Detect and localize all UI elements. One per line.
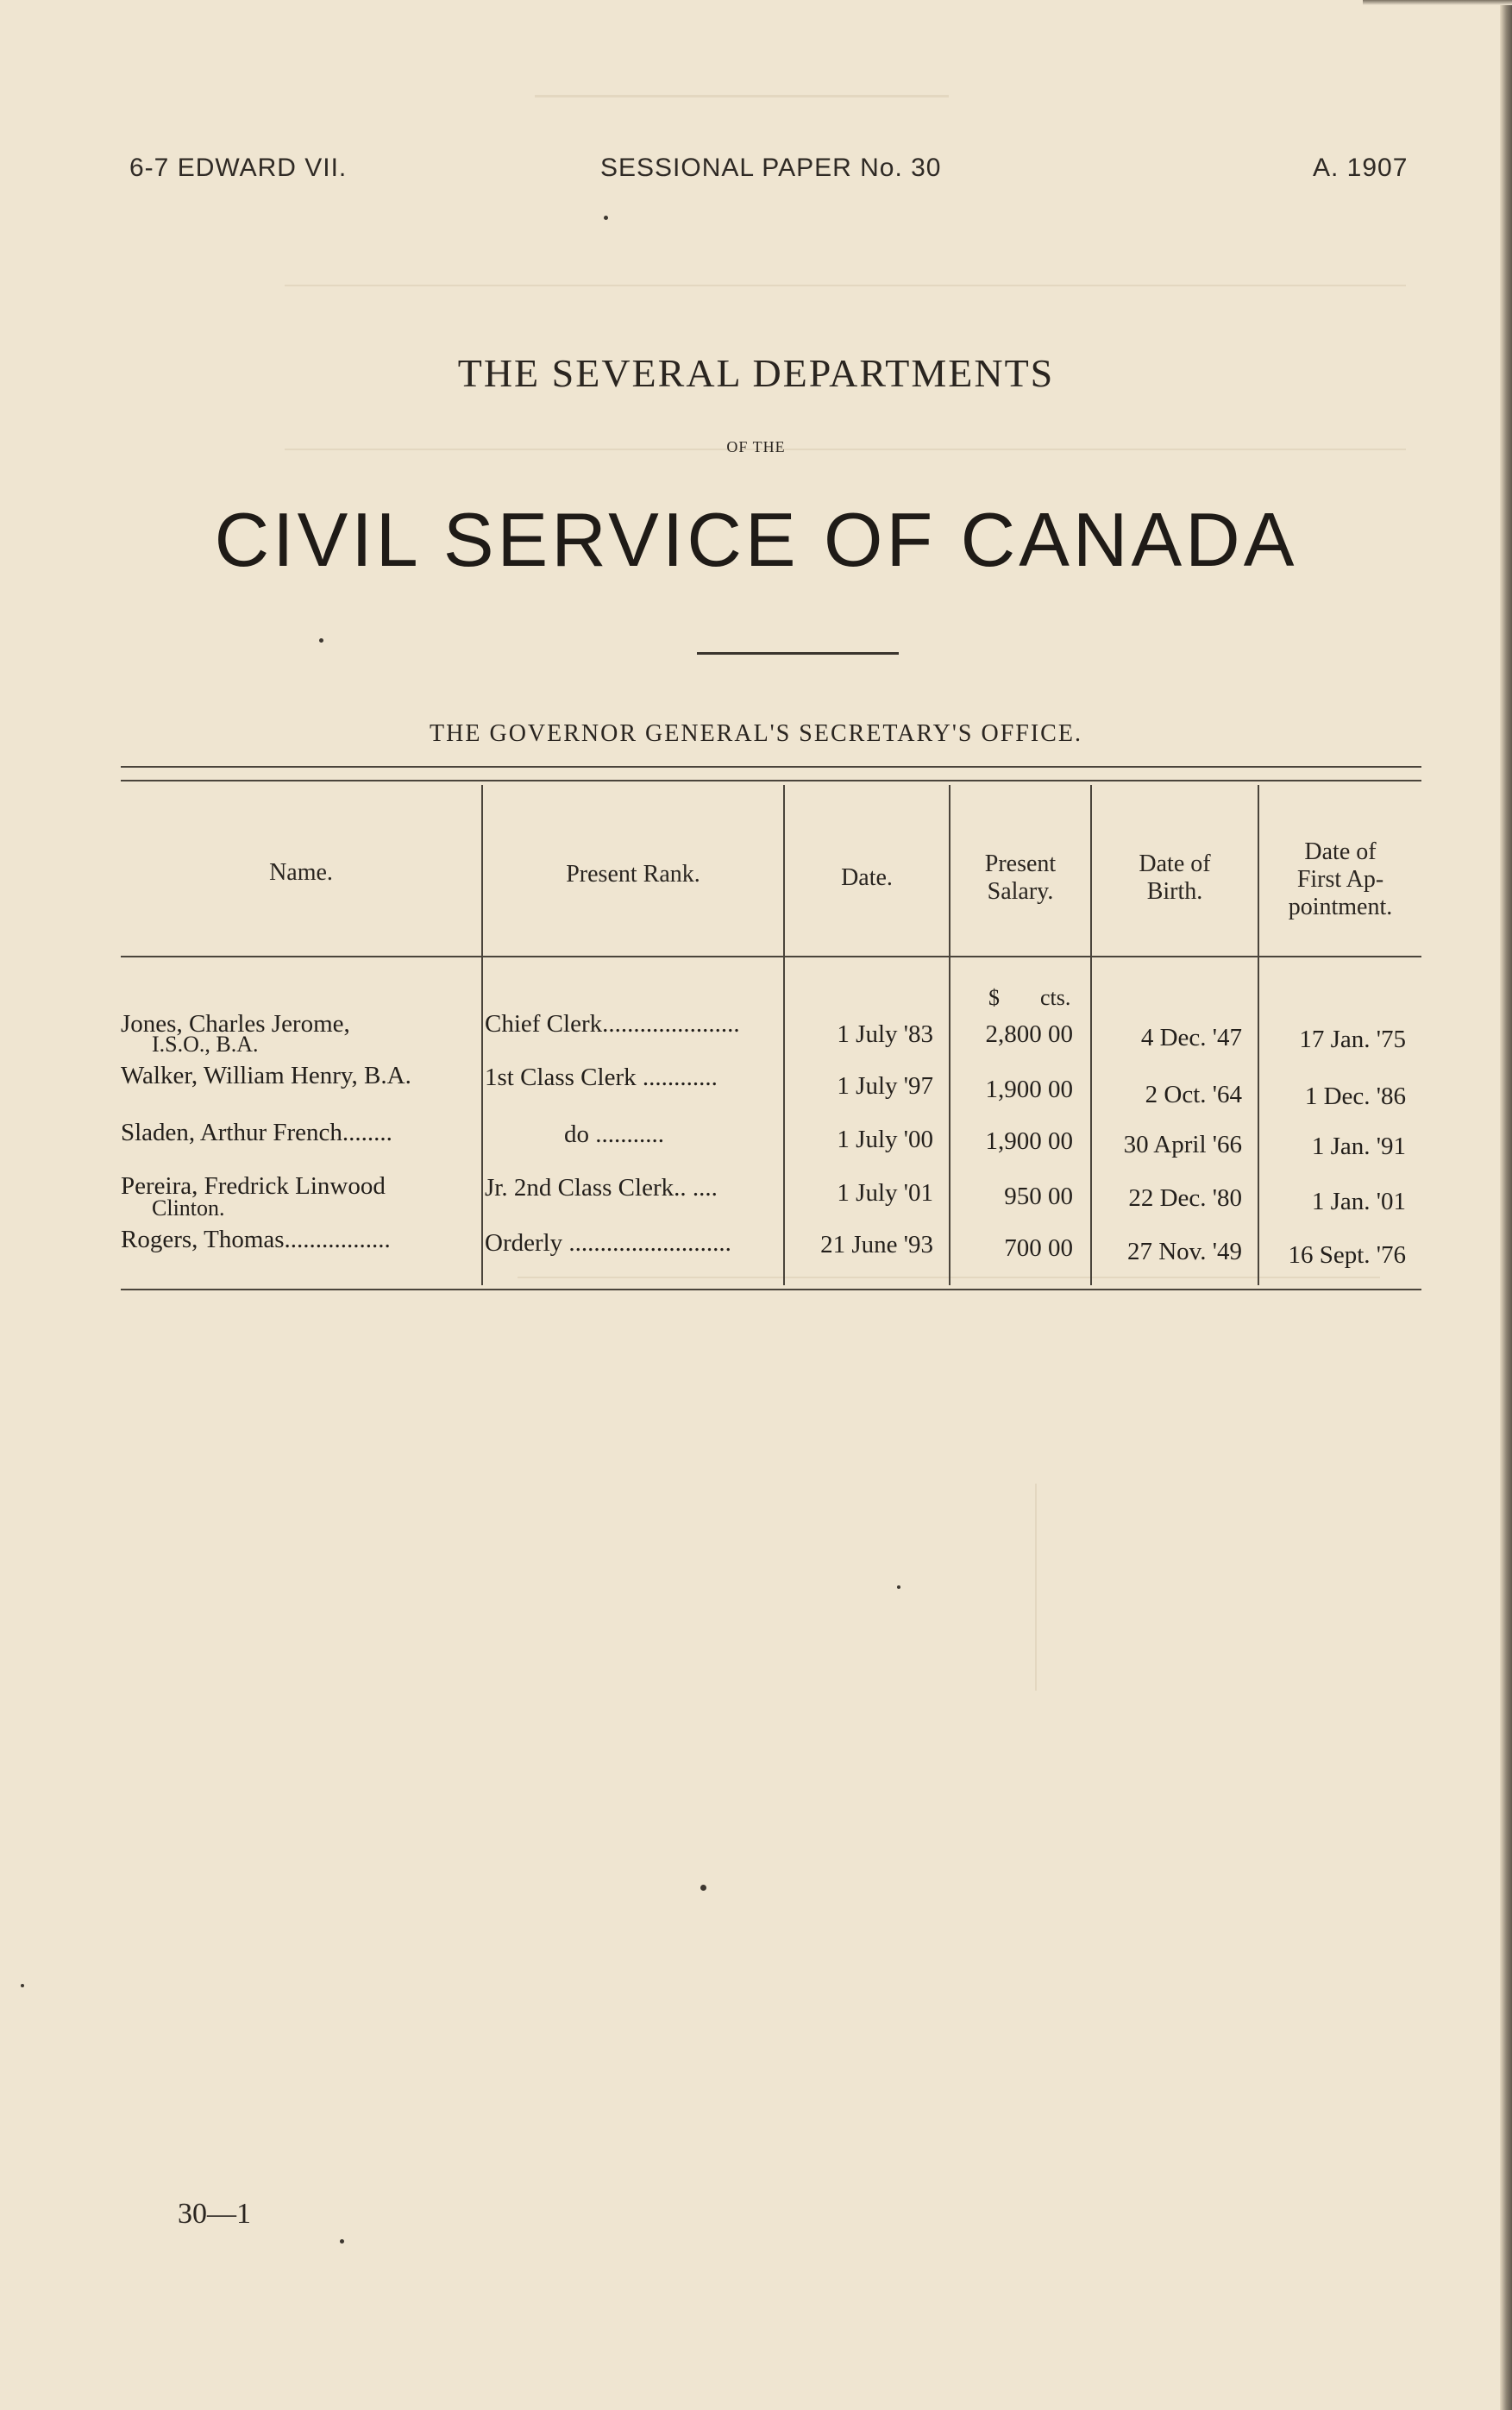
page-number: 30—1	[178, 2198, 251, 2230]
cell-appointment: 17 Jan. '75	[1299, 1026, 1406, 1053]
cell-birth: 22 Dec. '80	[1128, 1184, 1242, 1212]
show-through-rule	[1035, 1484, 1037, 1691]
cell-salary: 700 00	[1004, 1234, 1073, 1262]
header-bottom-rule	[121, 956, 1421, 957]
cell-date: 1 July '83	[837, 1020, 933, 1048]
header-volume: 6-7 EDWARD VII.	[129, 154, 348, 182]
column-header-salary-line2: Salary.	[987, 878, 1054, 905]
cell-date: 21 June '93	[820, 1231, 933, 1258]
cell-appointment: 1 Jan. '01	[1311, 1188, 1406, 1215]
title-of-the: OF THE	[726, 438, 786, 455]
cell-salary: 2,800 00	[985, 1020, 1073, 1048]
print-speck	[897, 1585, 900, 1589]
page-edge-top-shadow	[1363, 0, 1512, 5]
column-header-birth-line1: Date of	[1139, 850, 1211, 877]
column-header-birth	[1092, 850, 1258, 906]
section-title: THE GOVERNOR GENERAL'S SECRETARY'S OFFICE.	[430, 720, 1082, 747]
cell-name: Rogers, Thomas.................	[121, 1226, 391, 1253]
cell-name: Pereira, Fredrick Linwood	[121, 1172, 386, 1200]
column-header-appointment-line3: pointment.	[1288, 894, 1393, 920]
table-bottom-rule	[121, 1289, 1421, 1290]
print-speck	[340, 2239, 344, 2244]
cell-birth: 2 Oct. '64	[1145, 1081, 1242, 1108]
cell-appointment: 16 Sept. '76	[1288, 1241, 1406, 1269]
cell-rank: 1st Class Clerk ............	[485, 1064, 718, 1091]
cell-name-continued: Clinton.	[152, 1196, 225, 1221]
cell-salary: 1,900 00	[985, 1076, 1073, 1103]
salary-unit-cents: cts.	[1040, 985, 1071, 1010]
title-civil-service: CIVIL SERVICE OF CANADA	[214, 497, 1298, 582]
column-header-name: Name.	[269, 859, 333, 886]
column-header-appointment	[1259, 838, 1421, 921]
show-through-rule	[285, 285, 1406, 286]
cell-name: Jones, Charles Jerome,	[121, 1010, 350, 1038]
column-header-rank: Present Rank.	[566, 861, 700, 888]
title-several-departments: THE SEVERAL DEPARTMENTS	[457, 351, 1055, 395]
column-header-salary-line1: Present	[984, 850, 1057, 877]
cell-rank: Jr. 2nd Class Clerk.. ....	[485, 1174, 718, 1202]
cell-name-continued: I.S.O., B.A.	[152, 1032, 259, 1057]
cell-birth: 27 Nov. '49	[1126, 1238, 1242, 1265]
show-through-mark	[535, 79, 949, 97]
cell-appointment: 1 Jan. '91	[1311, 1133, 1406, 1160]
cell-date: 1 July '00	[837, 1126, 933, 1153]
header-sessional-paper: SESSIONAL PAPER No. 30	[600, 154, 942, 182]
column-header-salary	[950, 850, 1090, 906]
cell-appointment: 1 Dec. '86	[1304, 1083, 1406, 1110]
title-divider	[697, 652, 899, 655]
print-speck	[604, 216, 608, 220]
print-speck	[319, 638, 323, 643]
cell-name: Sladen, Arthur French........	[121, 1119, 392, 1146]
cell-rank: Orderly ..........................	[485, 1229, 731, 1257]
cell-birth: 30 April '66	[1123, 1131, 1242, 1158]
cell-birth: 4 Dec. '47	[1140, 1024, 1242, 1051]
cell-salary: 950 00	[1004, 1183, 1073, 1210]
column-divider	[481, 785, 483, 1285]
cell-rank: Chief Clerk......................	[485, 1010, 740, 1038]
column-header-appointment-line2: First Ap-	[1296, 866, 1384, 893]
header-year: A. 1907	[1313, 154, 1408, 182]
print-speck	[21, 1984, 24, 1987]
table-top-double-rule	[121, 766, 1421, 781]
salary-unit-dollars: $	[988, 985, 1000, 1010]
column-header-appointment-line1: Date of	[1304, 838, 1377, 865]
print-speck	[700, 1885, 706, 1891]
column-header-date: Date.	[841, 864, 893, 891]
column-header-birth-line2: Birth.	[1146, 878, 1203, 905]
cell-date: 1 July '97	[837, 1072, 933, 1100]
cell-salary: 1,900 00	[985, 1127, 1073, 1155]
cell-date: 1 July '01	[837, 1179, 933, 1207]
cell-name: Walker, William Henry, B.A.	[121, 1062, 411, 1089]
cell-rank: do ...........	[564, 1120, 664, 1148]
